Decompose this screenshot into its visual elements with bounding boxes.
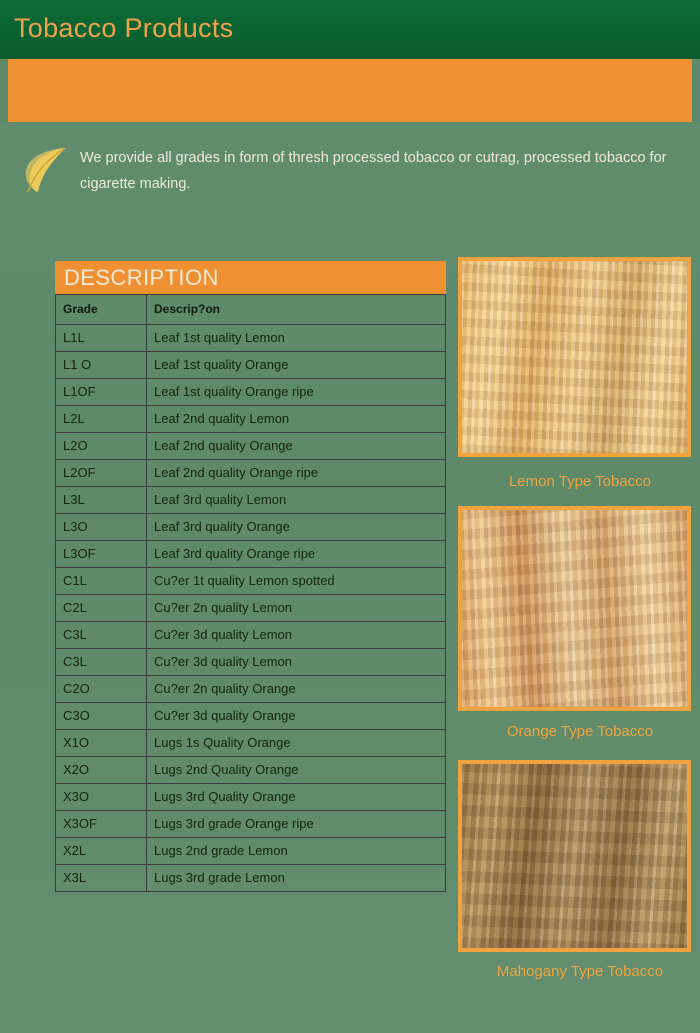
photo-lemon-caption: Lemon Type Tobacco xyxy=(508,473,652,490)
cell-description: Cu?er 3d quality Lemon xyxy=(147,649,446,676)
table-column-header: Descrip?on xyxy=(147,295,446,325)
table-row xyxy=(56,595,446,622)
cell-grade: L2OF xyxy=(56,460,147,487)
cell-grade: C3L xyxy=(56,622,147,649)
header-band-right-edge xyxy=(692,59,700,122)
table-row xyxy=(56,811,446,838)
cell-grade: C2L xyxy=(56,595,147,622)
cell-grade: L3O xyxy=(56,514,147,541)
cell-grade: X3OF xyxy=(56,811,147,838)
cell-description: Lugs 2nd Quality Orange xyxy=(147,757,446,784)
cell-description: Lugs 3rd grade Orange ripe xyxy=(147,811,446,838)
cell-description: Leaf 3rd quality Orange ripe xyxy=(147,541,446,568)
cell-description: Leaf 2nd quality Orange xyxy=(147,433,446,460)
table-row xyxy=(56,676,446,703)
leaf-icon xyxy=(20,144,72,196)
cell-grade: C3O xyxy=(56,703,147,730)
photo-lemon-texture xyxy=(462,261,687,453)
table-row xyxy=(56,352,446,379)
cell-description: Leaf 3rd quality Lemon xyxy=(147,487,446,514)
cell-description: Lugs 1s Quality Orange xyxy=(147,730,446,757)
cell-grade: C1L xyxy=(56,568,147,595)
table-row xyxy=(56,406,446,433)
cell-description: Leaf 2nd quality Lemon xyxy=(147,406,446,433)
cell-grade: C2O xyxy=(56,676,147,703)
cell-description: Cu?er 3d quality Lemon xyxy=(147,622,446,649)
cell-description: Leaf 1st quality Orange ripe xyxy=(147,379,446,406)
cell-description: Leaf 1st quality Lemon xyxy=(147,325,446,352)
cell-description: Cu?er 2n quality Orange xyxy=(147,676,446,703)
table-row xyxy=(56,460,446,487)
table-column-header: Grade xyxy=(56,295,147,325)
photo-mahogany-texture xyxy=(462,764,687,948)
cell-grade: X2L xyxy=(56,838,147,865)
cell-grade: X2O xyxy=(56,757,147,784)
header-band-left-edge xyxy=(0,59,8,122)
cell-description: Cu?er 1t quality Lemon spotted xyxy=(147,568,446,595)
table-row xyxy=(56,433,446,460)
table-row xyxy=(56,838,446,865)
table-row xyxy=(56,568,446,595)
photo-orange xyxy=(458,506,691,711)
table-row xyxy=(56,649,446,676)
page-header xyxy=(0,0,700,59)
cell-grade: L3OF xyxy=(56,541,147,568)
table-row xyxy=(56,622,446,649)
table-row xyxy=(56,487,446,514)
photo-lemon xyxy=(458,257,691,457)
cell-description: Leaf 2nd quality Orange ripe xyxy=(147,460,446,487)
cell-grade: X3O xyxy=(56,784,147,811)
cell-grade: L2L xyxy=(56,406,147,433)
cell-grade: L3L xyxy=(56,487,147,514)
photo-orange-texture xyxy=(462,510,687,707)
cell-description: Cu?er 2n quality Lemon xyxy=(147,595,446,622)
cell-description: Lugs 3rd Quality Orange xyxy=(147,784,446,811)
photo-mahogany xyxy=(458,760,691,952)
table-header-row xyxy=(56,295,446,325)
cell-grade: C3L xyxy=(56,649,147,676)
cell-description: Lugs 2nd grade Lemon xyxy=(147,838,446,865)
description-banner xyxy=(55,261,446,294)
header-accent-band xyxy=(0,59,700,122)
table-row xyxy=(56,325,446,352)
cell-grade: L1OF xyxy=(56,379,147,406)
table-row xyxy=(56,757,446,784)
table-row xyxy=(56,703,446,730)
table-row xyxy=(56,865,446,892)
table-row xyxy=(56,730,446,757)
table-row xyxy=(56,784,446,811)
cell-grade: L1L xyxy=(56,325,147,352)
cell-grade: X1O xyxy=(56,730,147,757)
cell-description: Cu?er 3d quality Orange xyxy=(147,703,446,730)
intro-block xyxy=(14,140,674,206)
description-banner-label: DESCRIPTION xyxy=(64,265,219,290)
table-row xyxy=(56,514,446,541)
cell-description: Leaf 3rd quality Orange xyxy=(147,514,446,541)
photo-mahogany-caption: Mahogany Type Tobacco xyxy=(496,963,664,980)
photo-orange-caption: Orange Type Tobacco xyxy=(506,723,654,740)
cell-grade: X3L xyxy=(56,865,147,892)
page-title: Tobacco Products xyxy=(14,13,234,43)
cell-description: Lugs 3rd grade Lemon xyxy=(147,865,446,892)
cell-grade: L2O xyxy=(56,433,147,460)
table-row xyxy=(56,541,446,568)
intro-text: We provide all grades in form of thresh processed tobacco or cutrag, processed tobacco for cigarette making. xyxy=(80,150,667,192)
table-row xyxy=(56,379,446,406)
cell-grade: L1 O xyxy=(56,352,147,379)
cell-description: Leaf 1st quality Orange xyxy=(147,352,446,379)
grades-table xyxy=(55,294,446,892)
